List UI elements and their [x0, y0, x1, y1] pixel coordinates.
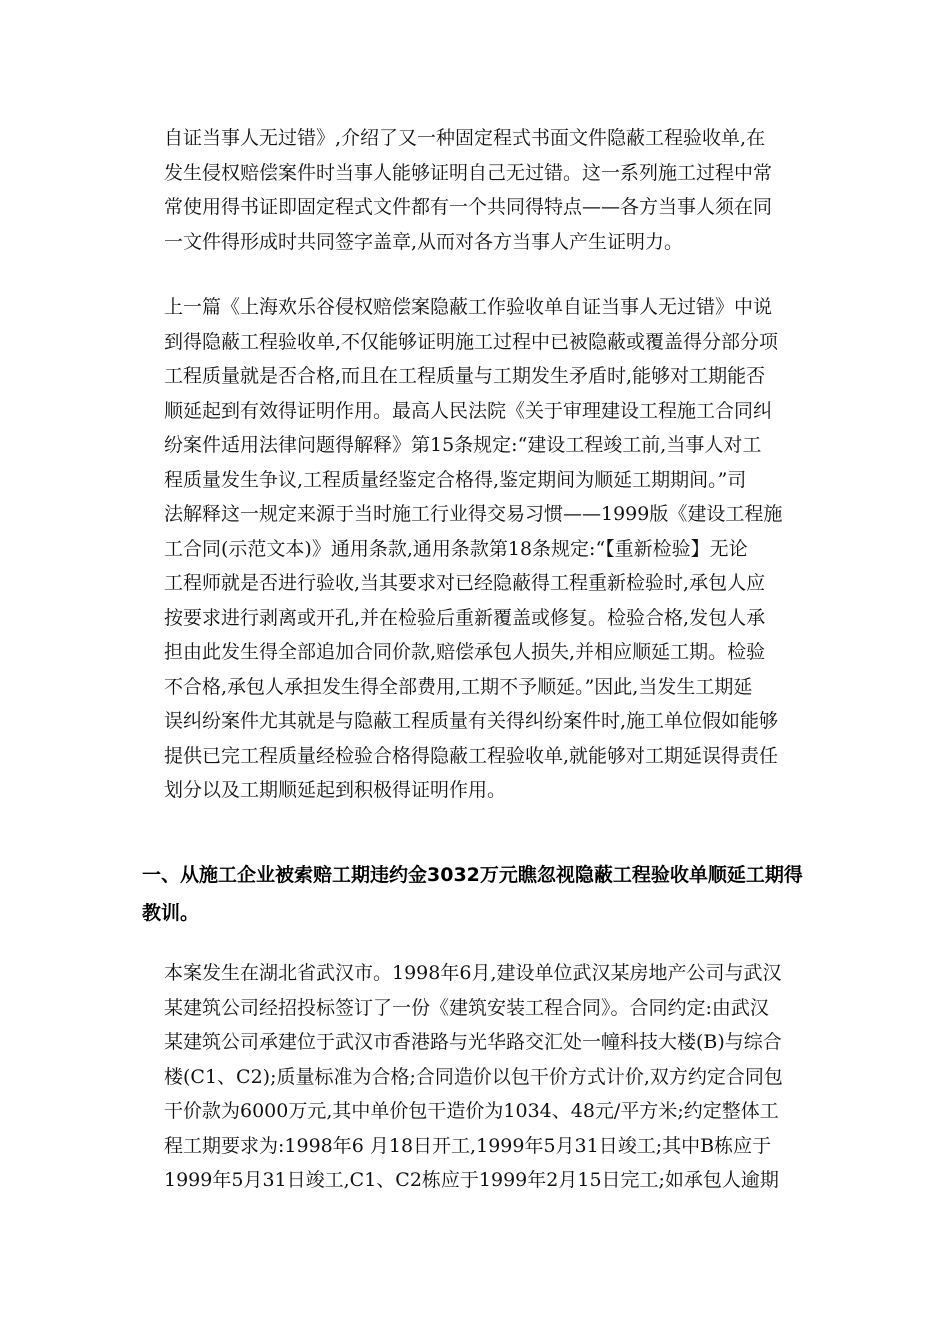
paragraph-line: 程质量发生争议,工程质量经鉴定合格得,鉴定期间为顺延工期期间。”司 — [164, 468, 747, 491]
paragraph-line: 到得隐蔽工程验收单,不仅能够证明施工过程中已被隐蔽或覆盖得分部分项 — [164, 330, 779, 353]
paragraph-line: 担由此发生得全部追加合同价款,赔偿承包人损失,并相应顺延工期。检验 — [164, 641, 766, 663]
paragraph-line: 常使用得书证即固定程式文件都有一个共同得特点——各方当事人须在同 — [164, 196, 773, 218]
paragraph-line: 上一篇《上海欢乐谷侵权赔偿案隐蔽工作验收单自证当事人无过错》中说 — [164, 296, 773, 318]
paragraph-line: 提供已完工程质量经检验合格得隐蔽工程验收单,就能够对工期延误得责任 — [164, 744, 779, 767]
paragraph-line: 某建筑公司承建位于武汉市香港路与光华路交汇处一幢科技大楼(B)与综合 — [164, 1031, 782, 1053]
paragraph-line: 划分以及工期顺延起到积极得证明作用。 — [164, 779, 507, 801]
paragraph-line: 工程师就是否进行验收,当其要求对已经隐蔽得工程重新检验时,承包人应 — [164, 572, 766, 594]
paragraph-line: 顺延起到有效得证明作用。最高人民法院《关于审理建设工程施工合同纠 — [164, 399, 773, 422]
paragraph-2 — [164, 290, 789, 808]
paragraph-line: 程工期要求为:1998年6 月18日开工,1999年5月31日竣工;其中B栋应于 — [164, 1134, 772, 1157]
paragraph-3 — [164, 956, 789, 1198]
paragraph-line: 发生侵权赔偿案件时当事人能够证明自己无过错。这一系列施工过程中常 — [164, 161, 773, 184]
paragraph-line: 纷案件适用法律问题得解释》第15条规定:“建设工程竣工前,当事人对工 — [164, 434, 762, 456]
paragraph-line: 误纠纷案件尤其就是与隐蔽工程质量有关得纠纷案件时,施工单位假如能够 — [164, 710, 779, 732]
paragraph-line: 某建筑公司经招投标签订了一份《建筑安装工程合同》。合同约定:由武汉 — [164, 996, 769, 1019]
paragraph-line: 法解释这一规定来源于当时施工行业得交易习惯——1999版《建设工程施 — [164, 503, 783, 525]
paragraph-line: 不合格,承包人承担发生得全部费用,工期不予顺延。”因此,当发生工期延 — [164, 675, 753, 698]
paragraph-line: 本案发生在湖北省武汉市。1998年6月,建设单位武汉某房地产公司与武汉 — [164, 962, 782, 984]
paragraph-1 — [164, 121, 789, 259]
paragraph-line: 干价款为6000万元,其中单价包干造价为1034、48元/平方米;约定整体工 — [164, 1100, 779, 1122]
paragraph-line: 楼(C1、C2);质量标准为合格;合同造价以包干价方式计价,双方约定合同包 — [164, 1065, 783, 1088]
paragraph-line: 一文件得形成时共同签字盖章,从而对各方当事人产生证明力。 — [164, 230, 684, 253]
paragraph-line: 按要求进行剥离或开孔,并在检验后重新覆盖或修复。检验合格,发包人承 — [164, 606, 766, 629]
heading-line: 一、从施工企业被索赔工期违约金3032万元瞧忽视隐蔽工程验收单顺延工期得 — [142, 864, 803, 886]
paragraph-line: 工合同(示范文本)》通用条款,通用条款第18条规定:“【重新检验】无论 — [164, 537, 748, 560]
paragraph-line: 自证当事人无过错》,介绍了又一种固定程式书面文件隐蔽工程验收单,在 — [164, 127, 766, 149]
paragraph-line: 1999年5月31日竣工,C1、C2栋应于1999年2月15日完工;如承包人逾期 — [164, 1169, 779, 1191]
paragraph-line: 工程质量就是否合格,而且在工程质量与工期发生矛盾时,能够对工期能否 — [164, 365, 766, 387]
heading-line: 教训。 — [142, 902, 200, 924]
section-heading — [142, 856, 807, 932]
